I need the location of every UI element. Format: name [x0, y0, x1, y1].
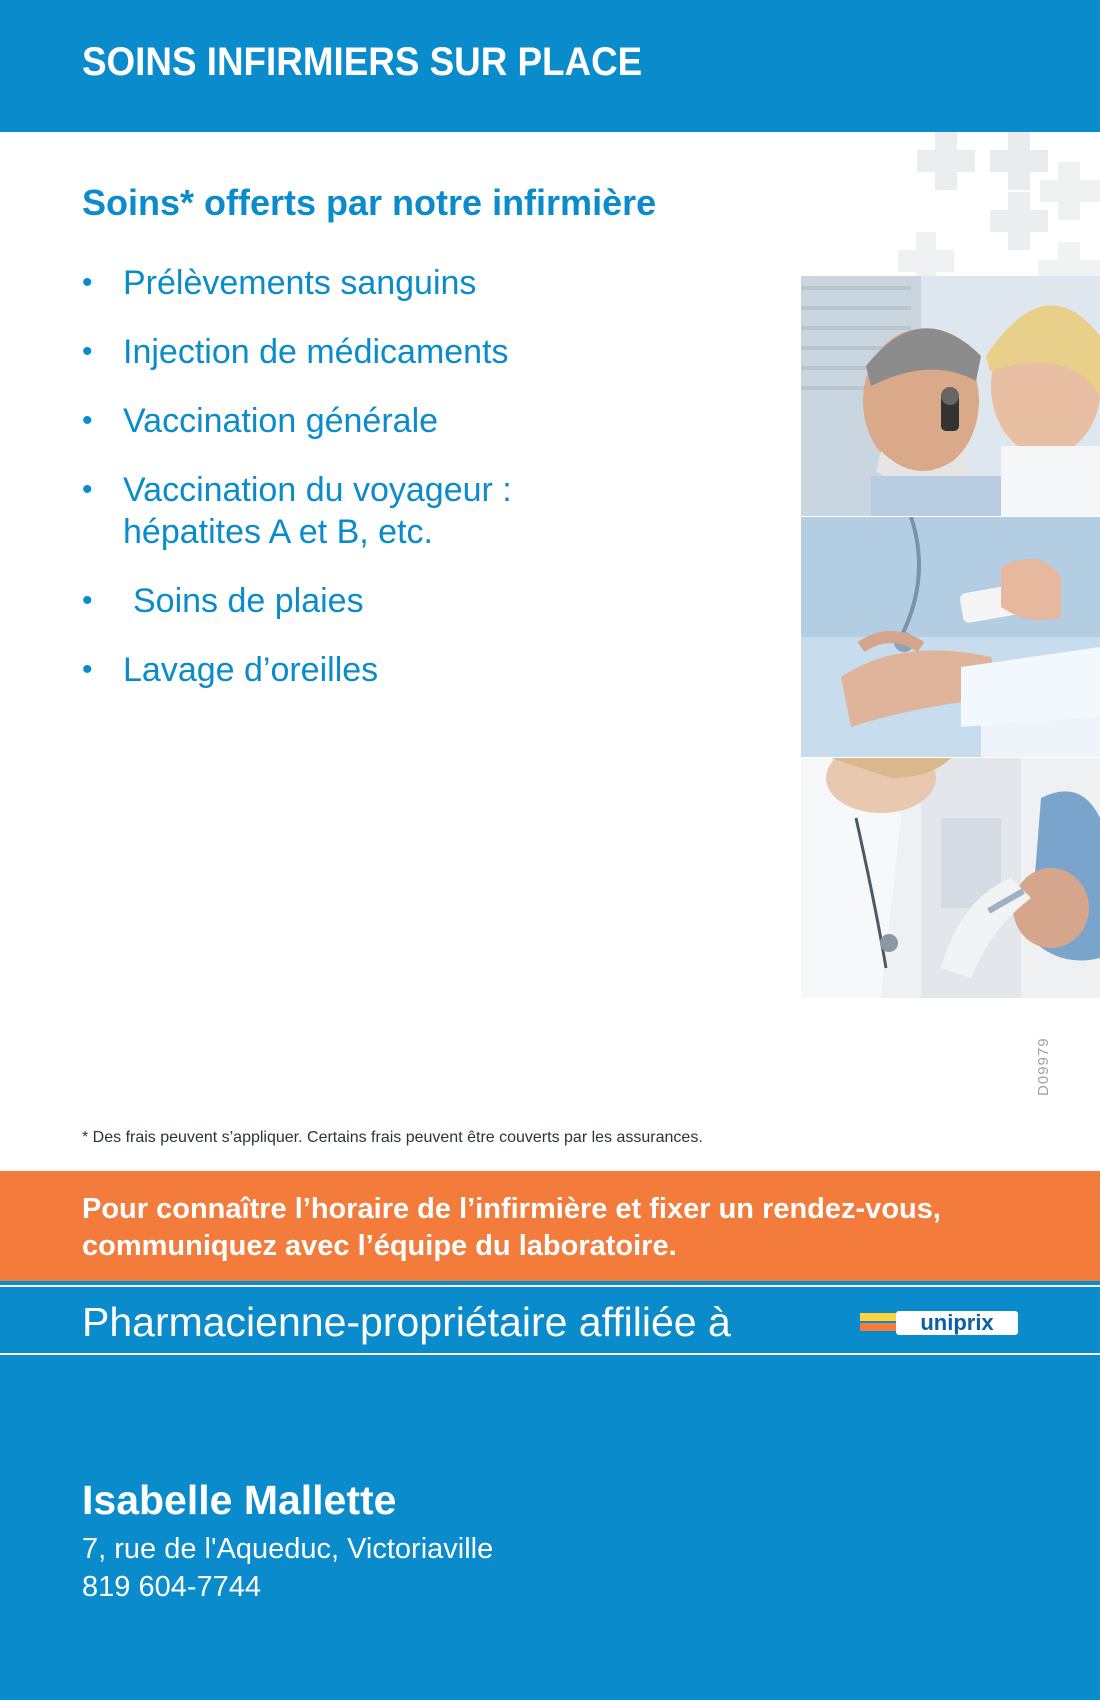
- cta-text: [82, 1191, 941, 1265]
- phone-number: 819 604-7744: [82, 1571, 261, 1603]
- bullet-icon: •: [82, 473, 93, 506]
- services-list: [82, 262, 762, 718]
- logo-text: uniprix: [920, 1310, 994, 1335]
- medical-crosses-icon: [898, 132, 1100, 278]
- page-title: SOINS INFIRMIERS SUR PLACE: [82, 40, 643, 84]
- footer: [0, 1281, 1100, 1700]
- vaccination-photo: [801, 758, 1100, 998]
- bullet-icon: •: [82, 404, 93, 437]
- service-label: Injection de médicaments: [123, 333, 509, 371]
- footnote: * Des frais peuvent s’appliquer. Certains frais peuvent être couverts par les assurances.: [82, 1129, 703, 1146]
- service-label: Soins de plaies: [133, 582, 364, 620]
- ear-exam-photo: [801, 276, 1100, 516]
- service-label: Prélèvements sanguins: [123, 264, 477, 302]
- services-title: Soins* offerts par notre infirmière: [82, 182, 657, 223]
- list-item: [82, 262, 762, 304]
- bullet-icon: •: [82, 335, 93, 368]
- photo-column: [801, 276, 1100, 998]
- header-banner: [0, 0, 1100, 132]
- list-item: [82, 331, 762, 373]
- bullet-icon: •: [82, 653, 93, 686]
- service-label: Lavage d’oreilles: [123, 651, 379, 689]
- owner-name: Isabelle Mallette: [82, 1477, 397, 1523]
- uniprix-logo: [860, 1307, 1018, 1343]
- address: 7, rue de l'Aqueduc, Victoriaville: [82, 1533, 494, 1565]
- wound-bandage-photo: [801, 517, 1100, 757]
- cta-line-1: Pour connaître l’horaire de l’infirmière et fixer un rendez-vous,: [82, 1193, 941, 1225]
- list-item: [82, 649, 762, 691]
- cta-band: [0, 1171, 1100, 1281]
- list-item: [82, 580, 762, 622]
- affiliation-text: Pharmacienne-propriétaire affiliée à: [82, 1299, 731, 1345]
- service-label-continued: hépatites A et B, etc.: [123, 513, 433, 551]
- reference-code: D09979: [1035, 1037, 1052, 1096]
- bullet-icon: •: [82, 584, 93, 617]
- list-item: [82, 469, 762, 553]
- list-item: [82, 400, 762, 442]
- affiliation-bar: [0, 1285, 1100, 1355]
- bullet-icon: •: [82, 266, 93, 299]
- service-label: Vaccination générale: [123, 402, 439, 440]
- cta-line-2: communiquez avec l’équipe du laboratoire.: [82, 1230, 677, 1262]
- service-label: Vaccination du voyageur :: [123, 471, 512, 509]
